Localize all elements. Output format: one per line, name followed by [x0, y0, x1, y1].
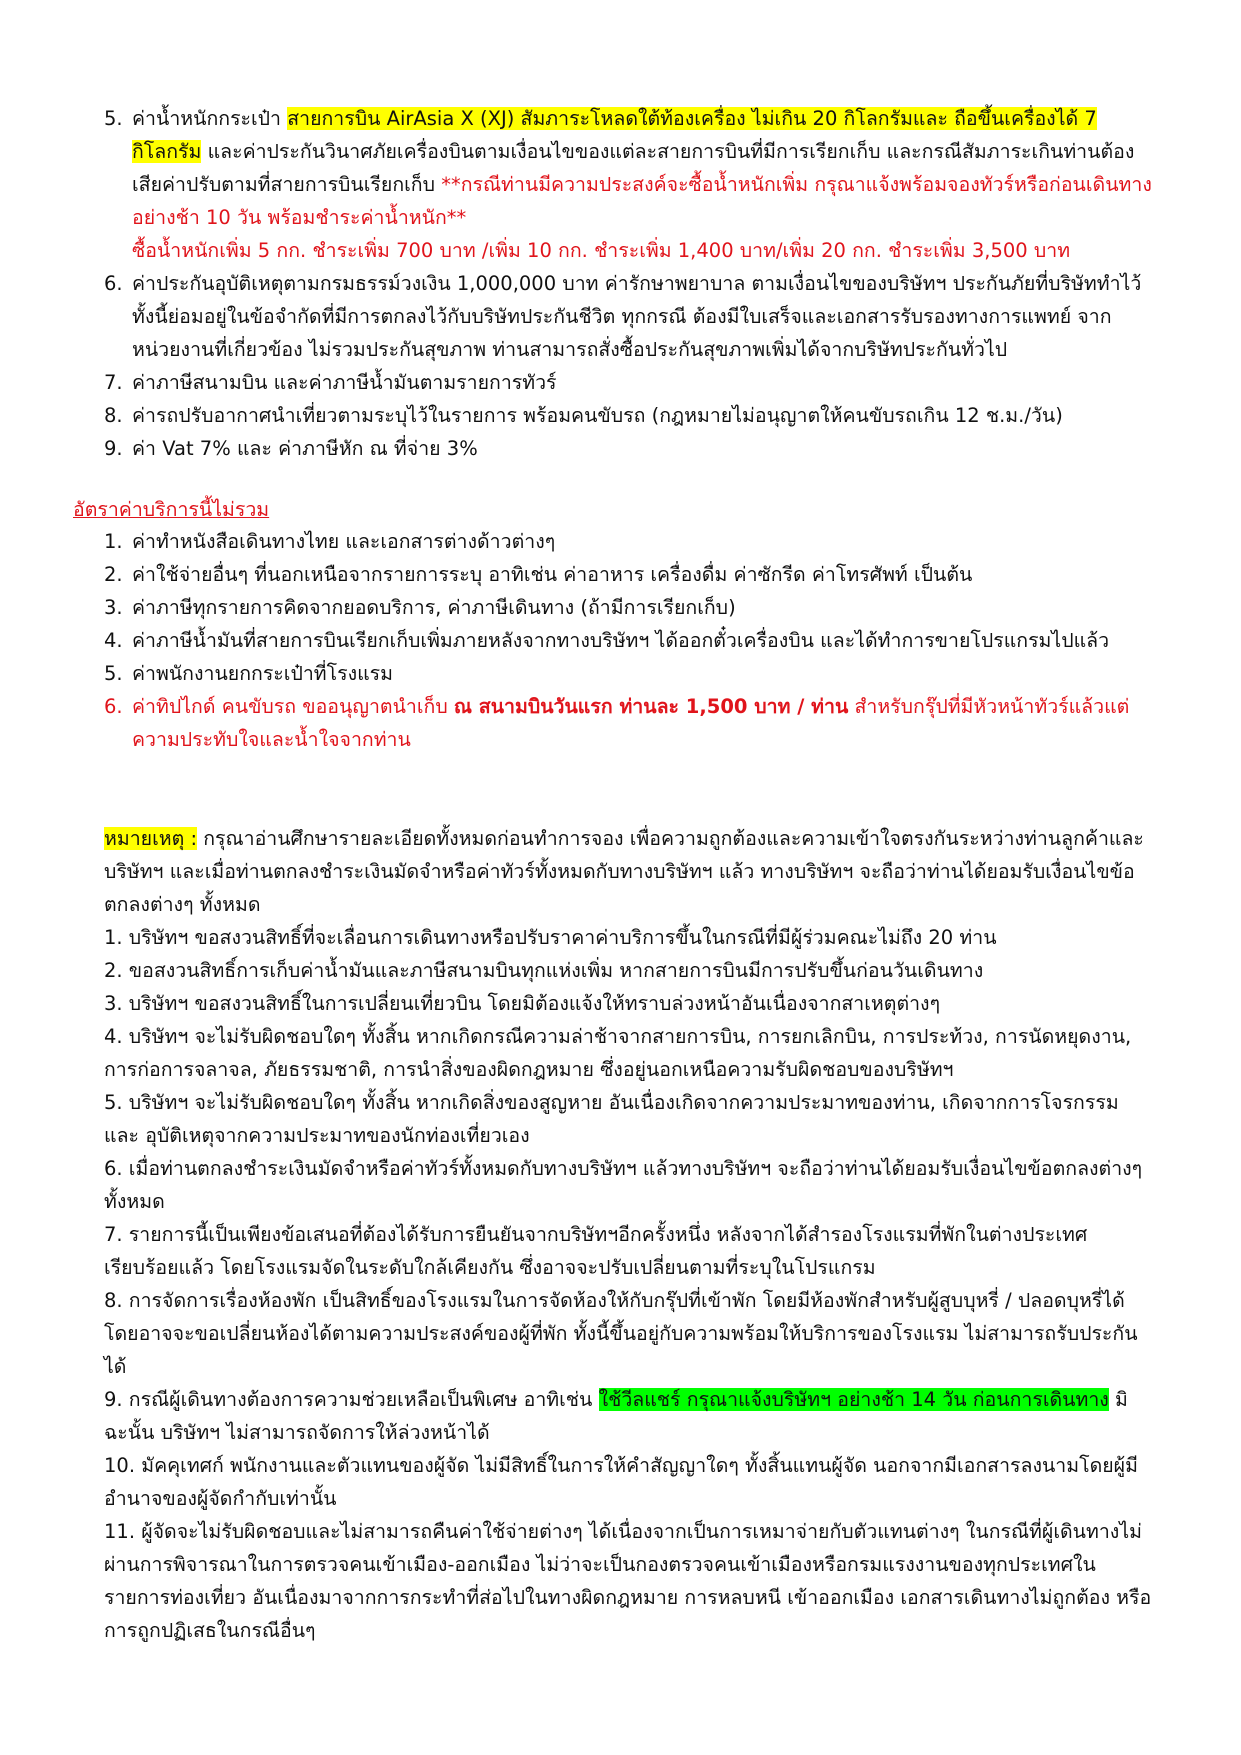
included-item-5	[104, 102, 1154, 267]
wheelchair-highlight: ใช้วีลแชร์ กรุณาแจ้งบริษัทฯ อย่างช้า 14 วัน ก่อนการเดินทาง	[598, 1388, 1109, 1411]
tip-text: ค่าทิปไกด์ คนขับรถ ขออนุญาตนำเก็บ	[132, 695, 454, 718]
list-item-text: ค่ารถปรับอากาศนำเที่ยวตามระบุไว้ในรายการ พร้อมคนขับรถ (กฎหมายไม่อนุญาตให้คนขับรถเกิน 12 ช.ม./วัน)	[132, 404, 1063, 427]
excluded-item-4	[104, 624, 1154, 657]
list-number: 8.	[104, 404, 123, 427]
tip-amount: ณ สนามบินวันแรก ท่านละ 1,500 บาท / ท่าน	[453, 695, 849, 718]
remark-item-9	[104, 1383, 1156, 1449]
included-item-6	[104, 267, 1154, 366]
baggage-insurance-text: และค่าประกันวินาศภัยเครื่องบินตามเงื่อนไขของแต่ละสายการบินที่มีการเรียกเก็บ และกรณีสัมภาระเกินท่านต้องเสียค่าปรับตามที่สายการบินเรียกเก็บ	[132, 140, 1135, 196]
remark-item: 8. การจัดการเรื่องห้องพัก เป็นสิทธิ์ของโรงแรมในการจัดห้องให้กับกรุ๊ปที่เข้าพัก โดยมีห้องพักสำหรับผู้สูบบุหรี่ / ปลอดบุหรี่ได้ โดยอาจจะขอเปลี่ยนห้องได้ตามความประสงค์ของผู้ที่พัก ทั้งนี้ขึ้นอยู่กับความพร้อมให้บริการของโรงแรม ไม่สามารถรับประกันได้	[104, 1289, 1138, 1378]
remarks-intro	[104, 822, 1156, 921]
list-number: 6.	[104, 695, 123, 718]
list-item-text: ค่าทำหนังสือเดินทางไทย และเอกสารต่างด้าวต่างๆ	[132, 530, 556, 553]
list-item-text: ค่าภาษีสนามบิน และค่าภาษีน้ำมันตามรายการทัวร์	[132, 371, 557, 394]
excluded-services-list	[104, 525, 1154, 756]
excluded-item-2	[104, 558, 1154, 591]
list-item-text: ค่าประกันอุบัติเหตุตามกรมธรรม์วงเงิน 1,000,000 บาท ค่ารักษาพยาบาล ตามเงื่อนไขของบริษัทฯ ประกันภัยที่บริษัททำไว้ ทั้งนี้ย่อมอยู่ในข้อจำกัดที่มีการตกลงไว้กับบริษัทประกันชีวิต ทุกกรณี ต้องมีใบเสร็จและเอกสารรับรองทางการแพทย์ จากหน่วยงานที่เกี่ยวข้อง ไม่รวมประกันสุขภาพ ท่านสามารถสั่งซื้อประกันสุขภาพเพิ่มได้จากบริษัทประกันทั่วไป	[132, 272, 1142, 361]
excluded-item-3	[104, 591, 1154, 624]
list-number: 5.	[104, 107, 123, 130]
excluded-item-1	[104, 525, 1154, 558]
excluded-services-heading: อัตราค่าบริการนี้ไม่รวม	[73, 498, 270, 521]
wheelchair-text: 9. กรณีผู้เดินทางต้องการความช่วยเหลือเป็นพิเศษ อาทิเช่น	[104, 1388, 599, 1411]
list-item-text: ค่าพนักงานยกกระเป๋าที่โรงแรม	[132, 662, 393, 685]
included-services-list	[104, 102, 1154, 465]
excluded-item-6	[104, 690, 1154, 756]
included-item-8	[104, 399, 1154, 432]
included-item-7	[104, 366, 1154, 399]
remark-item: 11. ผู้จัดจะไม่รับผิดชอบและไม่สามารถคืนค่าใช้จ่ายต่างๆ ได้เนื่องจากเป็นการเหมาจ่ายกับตัวแทนต่างๆ ในกรณีที่ผู้เดินทางไม่ผ่านการพิจารณาในการตรวจคนเข้าเมือง-ออกเมือง ไม่ว่าจะเป็นกองตรวจคนเข้าเมืองหรือกรมแรงงานของทุกประเทศในรายการท่องเที่ยว อันเนื่องมาจากการกระทำที่ส่อไปในทางผิดกฎหมาย การหลบหนี เข้าออกเมือง เอกสารเดินทางไม่ถูกต้อง หรือ การถูกปฏิเสธในกรณีอื่นๆ	[104, 1520, 1152, 1642]
list-number: 6.	[104, 272, 123, 295]
remark-item: 1. บริษัทฯ ขอสงวนสิทธิ์ที่จะเลื่อนการเดินทางหรือปรับราคาค่าบริการขึ้นในกรณีที่มีผู้ร่วมคณะไม่ถึง 20 ท่าน	[104, 926, 997, 949]
list-item-text: ค่าใช้จ่ายอื่นๆ ที่นอกเหนือจากรายการระบุ อาทิเช่น ค่าอาหาร เครื่องดื่ม ค่าซักรีด ค่าโทรศัพท์ เป็นต้น	[132, 563, 973, 586]
baggage-allowance-highlight: สายการบิน AirAsia X (XJ) สัมภาระโหลดใต้ท้องเครื่อง ไม่เกิน 20 กิโลกรัมและ ถือขึ้นเครื่องได้ 7 กิโลกรัม	[132, 107, 1097, 163]
extra-baggage-prices: ซื้อน้ำหนักเพิ่ม 5 กก. ชำระเพิ่ม 700 บาท /เพิ่ม 10 กก. ชำระเพิ่ม 1,400 บาท/เพิ่ม 20 กก. ชำระเพิ่ม 3,500 บาท	[132, 239, 1071, 262]
remark-item: 7. รายการนี้เป็นเพียงข้อเสนอที่ต้องได้รับการยืนยันจากบริษัทฯอีกครั้งหนึ่ง หลังจากได้สำรองโรงแรมที่พักในต่างประเทศเรียบร้อยแล้ว โดยโรงแรมจัดในระดับใกล้เคียงกัน ซึ่งอาจจะปรับเปลี่ยนตามที่ระบุในโปรแกรม	[104, 1223, 1088, 1279]
excluded-item-5	[104, 657, 1154, 690]
list-number: 9.	[104, 437, 123, 460]
included-item-9	[104, 432, 1154, 465]
list-number: 4.	[104, 629, 123, 652]
remark-item: 2. ขอสงวนสิทธิ์การเก็บค่าน้ำมันและภาษีสนามบินทุกแห่งเพิ่ม หากสายการบินมีการปรับขึ้นก่อนวันเดินทาง	[104, 959, 984, 982]
list-number: 7.	[104, 371, 123, 394]
remark-item: 4. บริษัทฯ จะไม่รับผิดชอบใดๆ ทั้งสิ้น หากเกิดกรณีความล่าช้าจากสายการบิน, การยกเลิกบิน, การประท้วง, การนัดหยุดงาน, การก่อการจลาจล, ภัยธรรมชาติ, การนำสิ่งของผิดกฎหมาย ซึ่งอยู่นอกเหนือความรับผิดชอบของบริษัทฯ	[104, 1025, 1132, 1081]
list-item-text: ค่าภาษีทุกรายการคิดจากยอดบริการ, ค่าภาษีเดินทาง (ถ้ามีการเรียกเก็บ)	[132, 596, 736, 619]
wheelchair-text-suffix: มิฉะนั้น บริษัทฯ ไม่สามารถจัดการให้ล่วงหน้าได้	[104, 1388, 1128, 1444]
list-number: 1.	[104, 530, 123, 553]
list-number: 3.	[104, 596, 123, 619]
list-number: 5.	[104, 662, 123, 685]
remark-item: 5. บริษัทฯ จะไม่รับผิดชอบใดๆ ทั้งสิ้น หากเกิดสิ่งของสูญหาย อันเนื่องเกิดจากความประมาทของท่าน, เกิดจากการโจรกรรม และ อุบัติเหตุจากความประมาทของนักท่องเที่ยวเอง	[104, 1091, 1119, 1147]
remarks-section	[104, 822, 1156, 1647]
list-item-text: ค่าภาษีน้ำมันที่สายการบินเรียกเก็บเพิ่มภายหลังจากทางบริษัทฯ ได้ออกตั๋วเครื่องบิน และได้ทำการขายโปรแกรมไปแล้ว	[132, 629, 1110, 652]
extra-baggage-note: **กรณีท่านมีความประสงค์จะซื้อน้ำหนักเพิ่ม กรุณาแจ้งพร้อมจองทัวร์หรือก่อนเดินทางอย่างช้า 10 วัน พร้อมชำระค่าน้ำหนัก**	[132, 173, 1152, 229]
remarks-intro-text: กรุณาอ่านศึกษารายละเอียดทั้งหมดก่อนทำการจอง เพื่อความถูกต้องและความเข้าใจตรงกันระหว่างท่านลูกค้าและบริษัทฯ และเมื่อท่านตกลงชำระเงินมัดจำหรือค่าทัวร์ทั้งหมดกับทางบริษัทฯ แล้ว ทางบริษัทฯ จะถือว่าท่านได้ยอมรับเงื่อนไขข้อตกลงต่างๆ ทั้งหมด	[104, 827, 1144, 916]
baggage-text: ค่าน้ำหนักกระเป๋า	[132, 107, 288, 130]
tip-text-suffix: สำหรับกรุ๊ปที่มีหัวหน้าทัวร์แล้วแต่ความประทับใจและน้ำใจจากท่าน	[132, 695, 1130, 751]
remark-item: 6. เมื่อท่านตกลงชำระเงินมัดจำหรือค่าทัวร์ทั้งหมดกับทางบริษัทฯ แล้วทางบริษัทฯ จะถือว่าท่านได้ยอมรับเงื่อนไขข้อตกลงต่างๆ ทั้งหมด	[104, 1157, 1143, 1213]
list-item-text: ค่า Vat 7% และ ค่าภาษีหัก ณ ที่จ่าย 3%	[132, 437, 478, 460]
remark-item: 3. บริษัทฯ ขอสงวนสิทธิ์ในการเปลี่ยนเที่ยวบิน โดยมิต้องแจ้งให้ทราบล่วงหน้าอันเนื่องจากสาเหตุต่างๆ	[104, 992, 941, 1015]
remarks-label: หมายเหตุ :	[104, 827, 198, 850]
remark-item: 10. มัคคุเทศก์ พนักงานและตัวแทนของผู้จัด ไม่มีสิทธิ์ในการให้คำสัญญาใดๆ ทั้งสิ้นแทนผู้จัด นอกจากมีเอกสารลงนามโดยผู้มีอำนาจของผู้จัดกำกับเท่านั้น	[104, 1454, 1138, 1510]
list-number: 2.	[104, 563, 123, 586]
